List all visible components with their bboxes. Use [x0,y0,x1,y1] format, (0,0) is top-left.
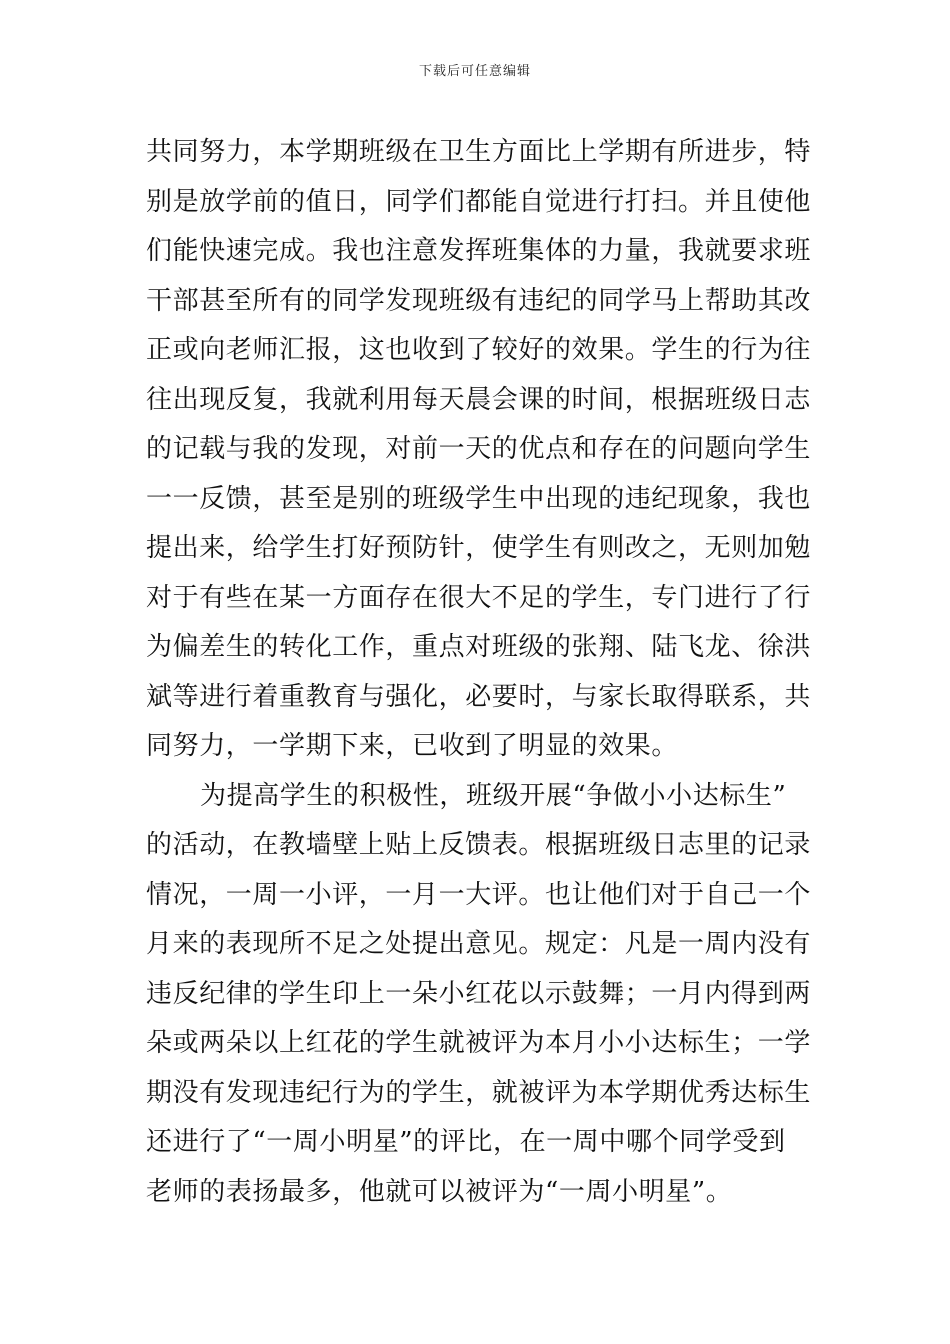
text-line: 还进行了“一周小明星”的评比，在一周中哪个同学受到 [146,1127,786,1157]
text-line: 们能快速完成。我也注意发挥班集体的力量，我就要求班 [146,236,812,266]
text-line: 斌等进行着重教育与强化，必要时，与家长取得联系，共 [146,681,812,712]
text-line: 对于有些在某一方面存在很大不足的学生，专门进行了行 [146,582,812,613]
text-line: 别是放学前的值日，同学们都能自觉进行打扫。并且使他 [146,186,812,217]
text-line: 为提高学生的积极性，班级开展“争做小小达标生” [200,780,787,811]
text-line: 朵或两朵以上红花的学生就被评为本月小小达标生；一学 [146,1028,812,1058]
text-line: 期没有发现违纪行为的学生，就被评为本学期优秀达标生 [146,1077,812,1108]
text-line: 往出现反复，我就利用每天晨会课的时间，根据班级日志 [146,384,812,415]
text-line: 提出来，给学生打好预防针，使学生有则改之，无则加勉 [146,533,812,563]
body-text [146,128,811,1217]
text-line: 的记载与我的发现，对前一天的优点和存在的问题向学生 [146,434,812,464]
text-line: 共同努力，本学期班级在卫生方面比上学期有所进步，特 [146,137,812,167]
text-line: 干部甚至所有的同学发现班级有违纪的同学马上帮助其改 [146,285,812,316]
text-line: 为偏差生的转化工作，重点对班级的张翔、陆飞龙、徐洪 [146,632,812,662]
text-line: 的活动，在教墙壁上贴上反馈表。根据班级日志里的记录 [146,830,812,860]
text-line: 月来的表现所不足之处提出意见。规定：凡是一周内没有 [146,929,812,959]
text-line: 情况，一周一小评，一月一大评。也让他们对于自己一个 [146,879,812,910]
text-line: 一一反馈，甚至是别的班级学生中出现的违纪现象，我也 [146,483,812,514]
text-line: 老师的表扬最多，他就可以被评为“一周小明星”。 [146,1176,733,1207]
page-header: 下载后可任意编辑 [418,64,531,79]
text-line: 同努力，一学期下来，已收到了明显的效果。 [146,731,679,761]
text-line: 违反纪律的学生印上一朵小红花以示鼓舞；一月内得到两 [146,978,812,1009]
text-line: 正或向老师汇报，这也收到了较好的效果。学生的行为往 [146,335,812,365]
